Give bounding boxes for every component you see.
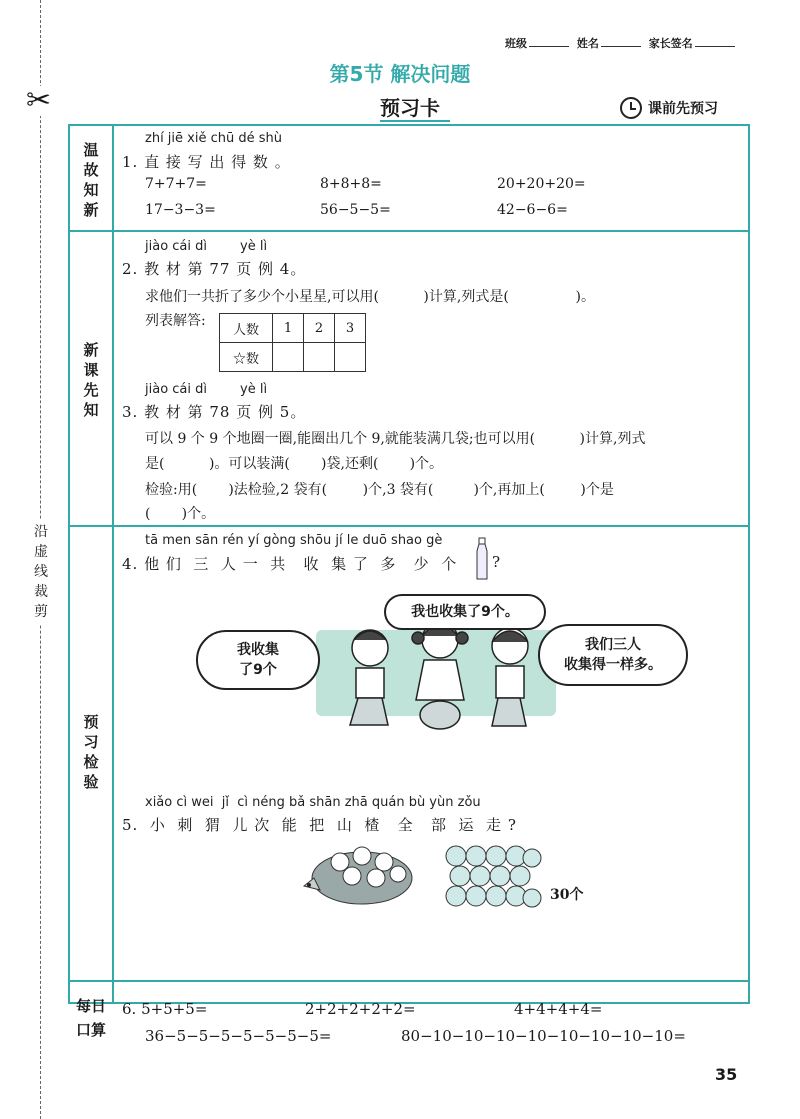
class-blank[interactable] [529, 46, 569, 47]
q1-eq-1: 7+7+7= [145, 176, 207, 192]
q4-pinyin: tā men sān rén yí gòng shōu jí le duō shao gè [145, 533, 443, 548]
table-cell: 1 [273, 314, 304, 343]
bubble-left-line-1: 我收集 [237, 642, 279, 658]
parent-label: 家长签名 [648, 37, 693, 50]
hawthorn-pile-illustration [442, 842, 542, 916]
q6-eq-2: 2+2+2+2+2= [305, 1000, 416, 1018]
page-number: 35 [715, 1065, 738, 1084]
table-cell: 2 [304, 314, 335, 343]
alarm-clock-icon [620, 97, 642, 119]
q6-eq-5: 80−10−10−10−10−10−10−10−10= [401, 1027, 686, 1045]
speech-bubble-middle: 我也收集了9个。 [384, 594, 546, 630]
side-label-check: 预 习 检 验 [83, 713, 99, 791]
bubble-right-line-1: 我们三人 [585, 637, 641, 653]
q2-line-1: 求他们一共折了多少个小星星,可以用( )计算,列式是( )。 [145, 289, 596, 305]
name-blank[interactable] [601, 46, 641, 47]
card-title: 预习卡 [380, 96, 440, 120]
q1-eq-2: 8+8+8= [320, 176, 382, 192]
speech-bubble-right [538, 624, 688, 686]
child-left-figure [350, 630, 388, 725]
q1-eq-5: 56−5−5= [320, 202, 391, 218]
hawthorn-count-label: 30个 [550, 887, 584, 903]
table-cell: 人数 [220, 314, 273, 343]
q4-question-mark: ? [492, 553, 502, 571]
q4-text: 4. 他 们 三 人 一 共 收 集 了 多 少 个 [122, 555, 458, 573]
q3-pinyin: jiào cái dì yè lì [145, 382, 268, 397]
row-divider-1 [68, 230, 750, 232]
row-divider-2 [68, 525, 750, 527]
q2-table-label: 列表解答: [145, 313, 206, 329]
name-label: 姓名 [576, 37, 599, 50]
q5-pinyin: xiǎo cì wei jǐ cì néng bǎ shān zhā quán bù yùn zǒu [145, 795, 481, 810]
q3-line-3: 检验:用( )法检验,2 袋有( )个,3 袋有( )个,再加上( )个是 [145, 482, 614, 498]
preview-tag [620, 97, 718, 119]
section-title: 第5节 解决问题 [329, 62, 471, 86]
q3-text: 3. 教 材 第 78 页 例 5。 [122, 403, 307, 421]
q1-eq-6: 42−6−6= [497, 202, 568, 218]
preview-tag-label: 课前先预习 [648, 101, 718, 117]
class-label: 班级 [505, 37, 527, 50]
hedgehog-icon [300, 840, 420, 910]
q3-line-1: 可以 9 个 9 个地圈一圈,能圈出几个 9,就能装满几袋;也可以用( )计算,列式 [145, 431, 646, 447]
scissors-icon: ✂ [26, 83, 52, 118]
table-row [220, 343, 366, 372]
q6-eq-1: 6. 5+5+5= [122, 1000, 208, 1018]
table-cell[interactable] [273, 343, 304, 372]
child-right-figure [492, 628, 528, 726]
q1-pinyin: zhí jiē xiě chū dé shù [145, 131, 282, 146]
q1-eq-4: 17−3−3= [145, 202, 216, 218]
card-title-underline [380, 120, 450, 122]
q1-eq-3: 20+20+20= [497, 176, 586, 192]
parent-blank[interactable] [695, 46, 735, 47]
child-middle-figure [412, 622, 468, 729]
side-label-new: 新 课 先 知 [83, 341, 99, 419]
bubble-left-line-2: 了9个 [239, 662, 277, 678]
table-cell[interactable] [304, 343, 335, 372]
table-cell[interactable] [335, 343, 366, 372]
bottle-icon [474, 537, 490, 581]
q5-text: 5. 小 刺 猬 儿 次 能 把 山 楂 全 部 运 走 ? [122, 816, 517, 834]
row-divider-3 [68, 980, 750, 982]
cut-label: 沿虚线裁剪 [31, 520, 51, 624]
table-cell: 3 [335, 314, 366, 343]
side-label-daily: 每日 口算 [75, 997, 106, 1039]
table-row [220, 314, 366, 343]
table-cell: ☆数 [220, 343, 273, 372]
q2-star-table [219, 313, 366, 372]
column-divider [112, 124, 114, 1004]
q3-line-2: 是( )。可以装满( )袋,还剩( )个。 [145, 456, 444, 472]
q3-line-4: ( )个。 [145, 506, 216, 522]
speech-bubble-left [196, 630, 320, 690]
q2-pinyin: jiào cái dì yè lì [145, 239, 268, 254]
q6-eq-4: 36−5−5−5−5−5−5−5= [145, 1027, 332, 1045]
side-label-review: 温 故 知 新 [83, 141, 99, 219]
q2-text: 2. 教 材 第 77 页 例 4。 [122, 260, 307, 278]
header-fields [505, 35, 739, 51]
q1-text: 1. 直 接 写 出 得 数 。 [122, 153, 291, 171]
bubble-right-line-2: 收集得一样多。 [564, 657, 662, 673]
q6-eq-3: 4+4+4+4= [514, 1000, 603, 1018]
